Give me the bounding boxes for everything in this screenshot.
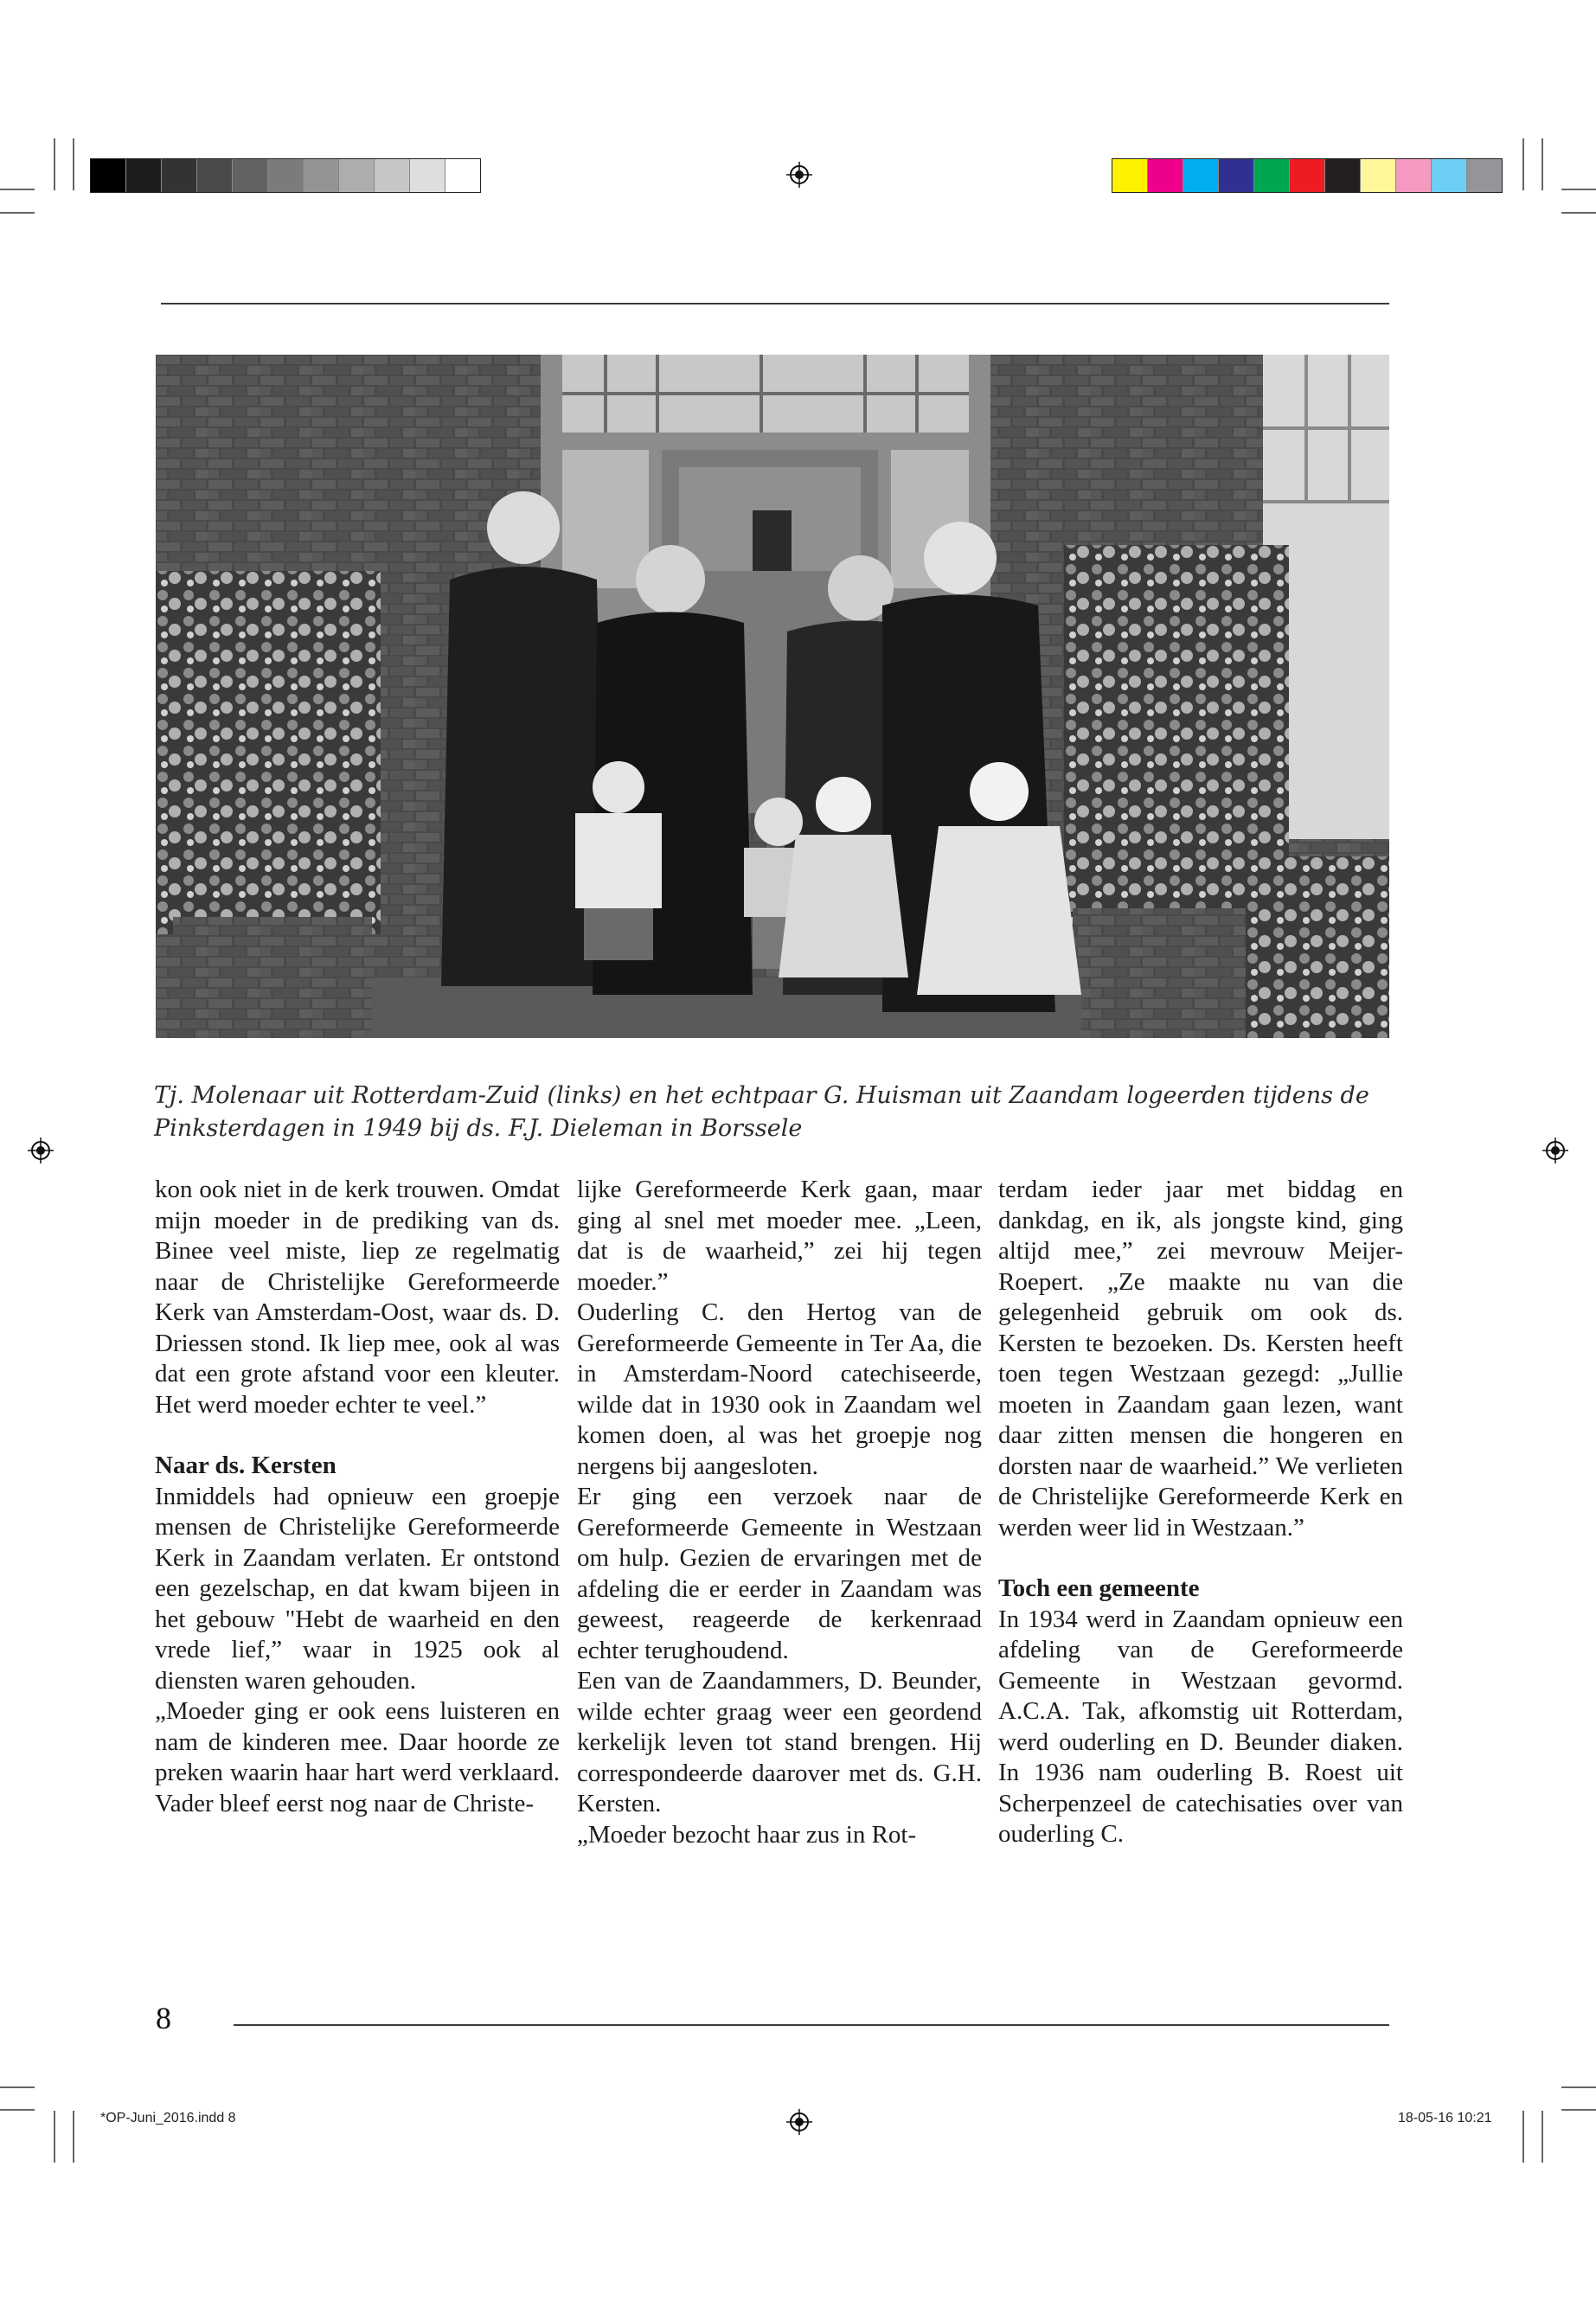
footer-rule <box>234 2024 1389 2026</box>
color-swatch <box>304 159 339 192</box>
crop-mark <box>0 2109 35 2111</box>
paragraph: kon ook niet in de kerk trouwen. Omdat mijn moeder in de prediking van ds. Binee veel miste, liep ze regelmatig naar de Christelijke Gereformeerde Kerk van Amsterdam-Oost, waar ds. D. Driessen stond. Ik liep mee, ook al was dat een grote afstand voor een kleuter. Het werd moeder echter te veel.” <box>155 1176 560 1419</box>
color-swatch <box>375 159 410 192</box>
color-swatch <box>1112 159 1148 192</box>
color-swatch <box>445 159 480 192</box>
crop-mark <box>1522 2111 1524 2163</box>
color-swatch <box>162 159 197 192</box>
color-swatch <box>1467 159 1502 192</box>
color-swatch <box>1183 159 1219 192</box>
registration-mark-icon <box>786 2109 812 2135</box>
crop-mark <box>1542 2111 1543 2163</box>
header-rule <box>161 303 1389 304</box>
paragraph: Er ging een verzoek naar de Gereformeerde Gemeente in Westzaan om hulp. Gezien de ervaringen met de afdeling die er eerder in Zaandam was geweest, reageerde de kerkenraad echter terughoudend. <box>577 1483 982 1664</box>
crop-mark <box>54 138 55 190</box>
paragraph: lijke Gereformeerde Kerk gaan, maar ging al snel met moeder mee. „Leen, dat is de waarheid,” zei hij tegen moeder.” <box>577 1176 982 1296</box>
family-photo <box>156 355 1389 1038</box>
color-swatch <box>1396 159 1432 192</box>
slug-timestamp: 18-05-16 10:21 <box>1398 2111 1492 2125</box>
color-swatch-bar <box>1112 158 1503 193</box>
crop-mark <box>1561 189 1596 190</box>
section-heading: Toch een gemeente <box>998 1574 1200 1602</box>
color-swatch <box>233 159 268 192</box>
text-column-2 <box>577 1175 982 1850</box>
paragraph: Inmiddels had opnieuw een groepje mensen de Christelijke Gereformeerde Kerk in Zaandam verlaten. Er ontstond een gezelschap, en dat kwam bijeen in het gebouw "Hebt de waarheid en den vrede lief,” waar in 1925 ook al diensten waren gehouden. <box>155 1482 560 1695</box>
family-group-photo-icon <box>156 355 1389 1038</box>
paragraph: „Moeder ging er ook eens luisteren en nam de kinderen mee. Daar hoorde ze preken waarin haar hart werd verklaard. Vader bleef eerst nog naar de Christe- <box>155 1697 560 1817</box>
gray-swatch-bar <box>90 158 481 193</box>
crop-mark <box>1561 2109 1596 2111</box>
text-column-3 <box>998 1175 1403 1850</box>
color-swatch <box>1325 159 1361 192</box>
crop-mark <box>1561 2086 1596 2088</box>
color-swatch <box>1148 159 1183 192</box>
color-swatch <box>1290 159 1325 192</box>
crop-mark <box>0 212 35 214</box>
section-heading: Naar ds. Kersten <box>155 1452 337 1479</box>
slug-filename: *OP-Juni_2016.indd 8 <box>100 2111 236 2125</box>
color-swatch <box>268 159 304 192</box>
registration-mark-icon <box>1542 1138 1568 1163</box>
color-swatch <box>410 159 445 192</box>
page-number: 8 <box>156 2001 171 2035</box>
paragraph: „Moeder bezocht haar zus in Rot- <box>577 1820 917 1849</box>
crop-mark <box>0 189 35 190</box>
photo-caption: Tj. Molenaar uit Rotterdam-Zuid (links) en het echtpaar G. Huisman uit Zaandam logeerden tijdens de Pinksterdagen in 1949 bij ds. F.J. Dieleman in Borssele <box>154 1082 1369 1142</box>
paragraph: Ouderling C. den Hertog van de Gereformeerde Gemeente in Ter Aa, die in Amsterdam-Noord catechiseerde, wilde dat in 1930 ook in Zaandam wel komen doen, al was het groepje nog nergens bij aangesloten. <box>577 1298 982 1480</box>
color-swatch <box>126 159 162 192</box>
color-swatch <box>197 159 233 192</box>
crop-mark <box>73 2111 74 2163</box>
crop-mark <box>0 2086 35 2088</box>
crop-mark <box>1561 212 1596 214</box>
color-swatch <box>1432 159 1467 192</box>
color-swatch <box>1254 159 1290 192</box>
color-swatch <box>339 159 375 192</box>
paragraph: terdam ieder jaar met biddag en dankdag, en ik, als jongste kind, ging altijd mee,” zei mevrouw Meijer-Roepert. „Ze maakte nu van die gelegenheid gebruik om ook ds. Kersten te bezoeken. Ds. Kersten heeft toen tegen Westzaan gezegd: „Jullie moeten in Zaandam gaan lezen, want daar zitten mensen die hongeren en dorsten naar de waarheid.” We verlieten de Christelijke Gereformeerde Kerk en werden weer lid in Westzaan.” <box>998 1176 1403 1541</box>
crop-mark <box>1522 138 1524 190</box>
color-swatch <box>91 159 126 192</box>
color-swatch <box>1361 159 1396 192</box>
color-swatch <box>1219 159 1254 192</box>
registration-mark-icon <box>28 1138 54 1163</box>
paragraph: Een van de Zaandammers, D. Beunder, wilde echter graag weer een geordend kerkelijk leven tot stand brengen. Hij correspondeerde daarover met ds. G.H. Kersten. <box>577 1667 982 1817</box>
registration-mark-icon <box>786 162 812 188</box>
text-column-1 <box>155 1175 560 1819</box>
crop-mark <box>1542 138 1543 190</box>
crop-mark <box>73 138 74 190</box>
paragraph: In 1934 werd in Zaandam opnieuw een afdeling van de Gereformeerde Gemeente in Westzaan gevormd. A.C.A. Tak, afkomstig uit Rotterdam, werd ouderling en D. Beunder diaken. In 1936 nam ouderling B. Roest uit Scherpenzeel de catechisaties over van ouderling C. <box>998 1605 1403 1848</box>
crop-mark <box>54 2111 55 2163</box>
